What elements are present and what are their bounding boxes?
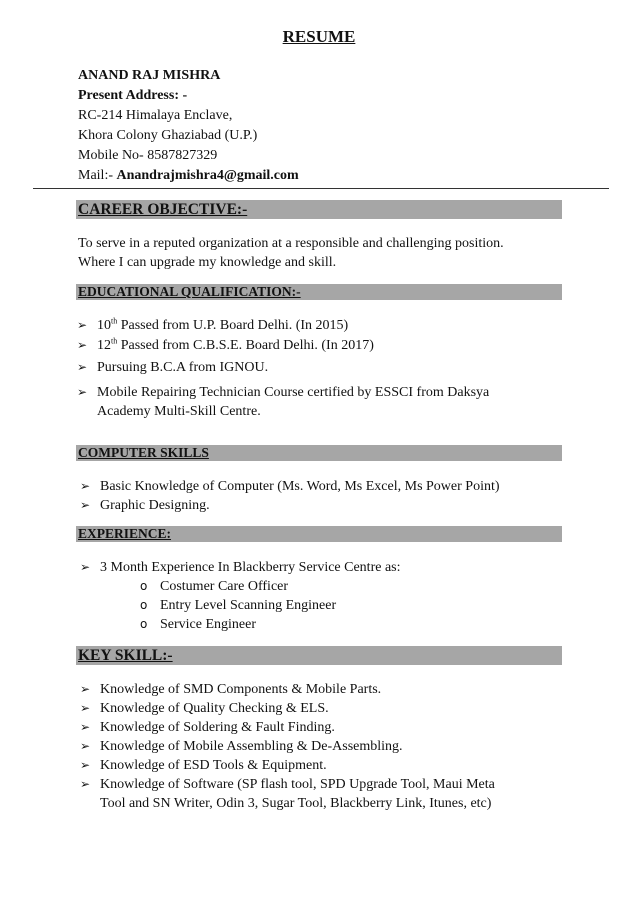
arrowhead-bullet-icon: ➢ xyxy=(80,682,91,696)
arrowhead-bullet-icon: ➢ xyxy=(77,338,88,352)
list-item: ➢ Knowledge of Mobile Assembling & De-Assembling. xyxy=(80,739,403,754)
mobile-number: Mobile No- 8587827329 xyxy=(78,148,218,163)
list-item: o Service Engineer xyxy=(140,617,257,632)
arrowhead-bullet-icon: ➢ xyxy=(80,498,91,512)
hollow-circle-bullet-icon: o xyxy=(140,579,148,593)
list-item: ➢ Knowledge of Soldering & Fault Finding. xyxy=(80,720,335,735)
arrowhead-bullet-icon: ➢ xyxy=(80,701,91,715)
address-line-1: RC-214 Himalaya Enclave, xyxy=(78,108,233,123)
arrowhead-bullet-icon: ➢ xyxy=(77,360,88,374)
arrowhead-bullet-icon: ➢ xyxy=(80,739,91,753)
list-item: ➢ Knowledge of Software (SP flash tool, SPD Upgrade Tool, Maui Meta Tool and SN Writer, Odin 3, Sugar Tool, Blackberry Link, Itunes, etc) xyxy=(80,777,495,811)
key-skill-heading: KEY SKILL:- xyxy=(76,646,562,665)
key-skill-continuation: Tool and SN Writer, Odin 3, Sugar Tool, Blackberry Link, Itunes, etc) xyxy=(100,796,492,811)
mail-label: Mail:- xyxy=(78,168,113,183)
arrowhead-bullet-icon: ➢ xyxy=(80,720,91,734)
outlined-arrow-bullet-icon: ➢ xyxy=(80,560,91,574)
list-item: ➢ Knowledge of Quality Checking & ELS. xyxy=(80,701,329,716)
career-line-2: Where I can upgrade my knowledge and skill. xyxy=(78,255,337,270)
career-objective-heading: CAREER OBJECTIVE:- xyxy=(76,200,562,219)
computer-skills-heading: COMPUTER SKILLS xyxy=(76,445,562,461)
hollow-circle-bullet-icon: o xyxy=(140,617,148,631)
education-heading: EDUCATIONAL QUALIFICATION:- xyxy=(76,284,562,300)
address-line-2: Khora Colony Ghaziabad (U.P.) xyxy=(78,128,258,143)
list-item: o Entry Level Scanning Engineer xyxy=(140,598,337,613)
education-list xyxy=(77,316,489,421)
arrowhead-bullet-icon: ➢ xyxy=(77,385,88,399)
list-item: ➢ Basic Knowledge of Computer (Ms. Word, Ms Excel, Ms Power Point) xyxy=(80,479,500,494)
email-address: Anandrajmishra4@gmail.com xyxy=(116,168,299,183)
list-item: ➢ 12th Passed from C.B.S.E. Board Delhi. (In 2017) xyxy=(77,336,374,353)
list-item: ➢ Mobile Repairing Technician Course certified by ESSCI from Daksya Academy Multi-Skill Centre. xyxy=(77,385,490,419)
mail-row xyxy=(78,166,299,186)
career-line-1: To serve in a reputed organization at a responsible and challenging position. xyxy=(78,236,504,251)
header-divider xyxy=(33,188,609,189)
list-item: ➢ 3 Month Experience In Blackberry Service Centre as: xyxy=(80,560,401,575)
address-label: Present Address: - xyxy=(78,88,188,103)
arrowhead-bullet-icon: ➢ xyxy=(80,777,91,791)
list-item: ➢ Pursuing B.C.A from IGNOU. xyxy=(77,360,269,375)
experience-heading: EXPERIENCE: xyxy=(76,526,562,542)
list-item: ➢ Knowledge of ESD Tools & Equipment. xyxy=(80,758,327,773)
experience-roles xyxy=(138,577,336,634)
computer-skills-list xyxy=(80,477,500,515)
candidate-name: ANAND RAJ MISHRA xyxy=(78,68,221,83)
hollow-circle-bullet-icon: o xyxy=(140,598,148,612)
list-item: ➢ 10th Passed from U.P. Board Delhi. (In 2015) xyxy=(77,316,349,333)
experience-list xyxy=(80,558,401,577)
career-objective-text xyxy=(78,234,504,272)
arrowhead-bullet-icon: ➢ xyxy=(80,479,91,493)
key-skill-list xyxy=(80,680,495,813)
contact-block xyxy=(78,66,299,186)
arrowhead-bullet-icon: ➢ xyxy=(80,758,91,772)
list-item: ➢ Graphic Designing. xyxy=(80,498,210,513)
list-item: ➢ Knowledge of SMD Components & Mobile Parts. xyxy=(80,682,382,697)
list-item: o Costumer Care Officer xyxy=(140,579,289,594)
resume-title: RESUME xyxy=(282,27,356,46)
arrowhead-bullet-icon: ➢ xyxy=(77,318,88,332)
